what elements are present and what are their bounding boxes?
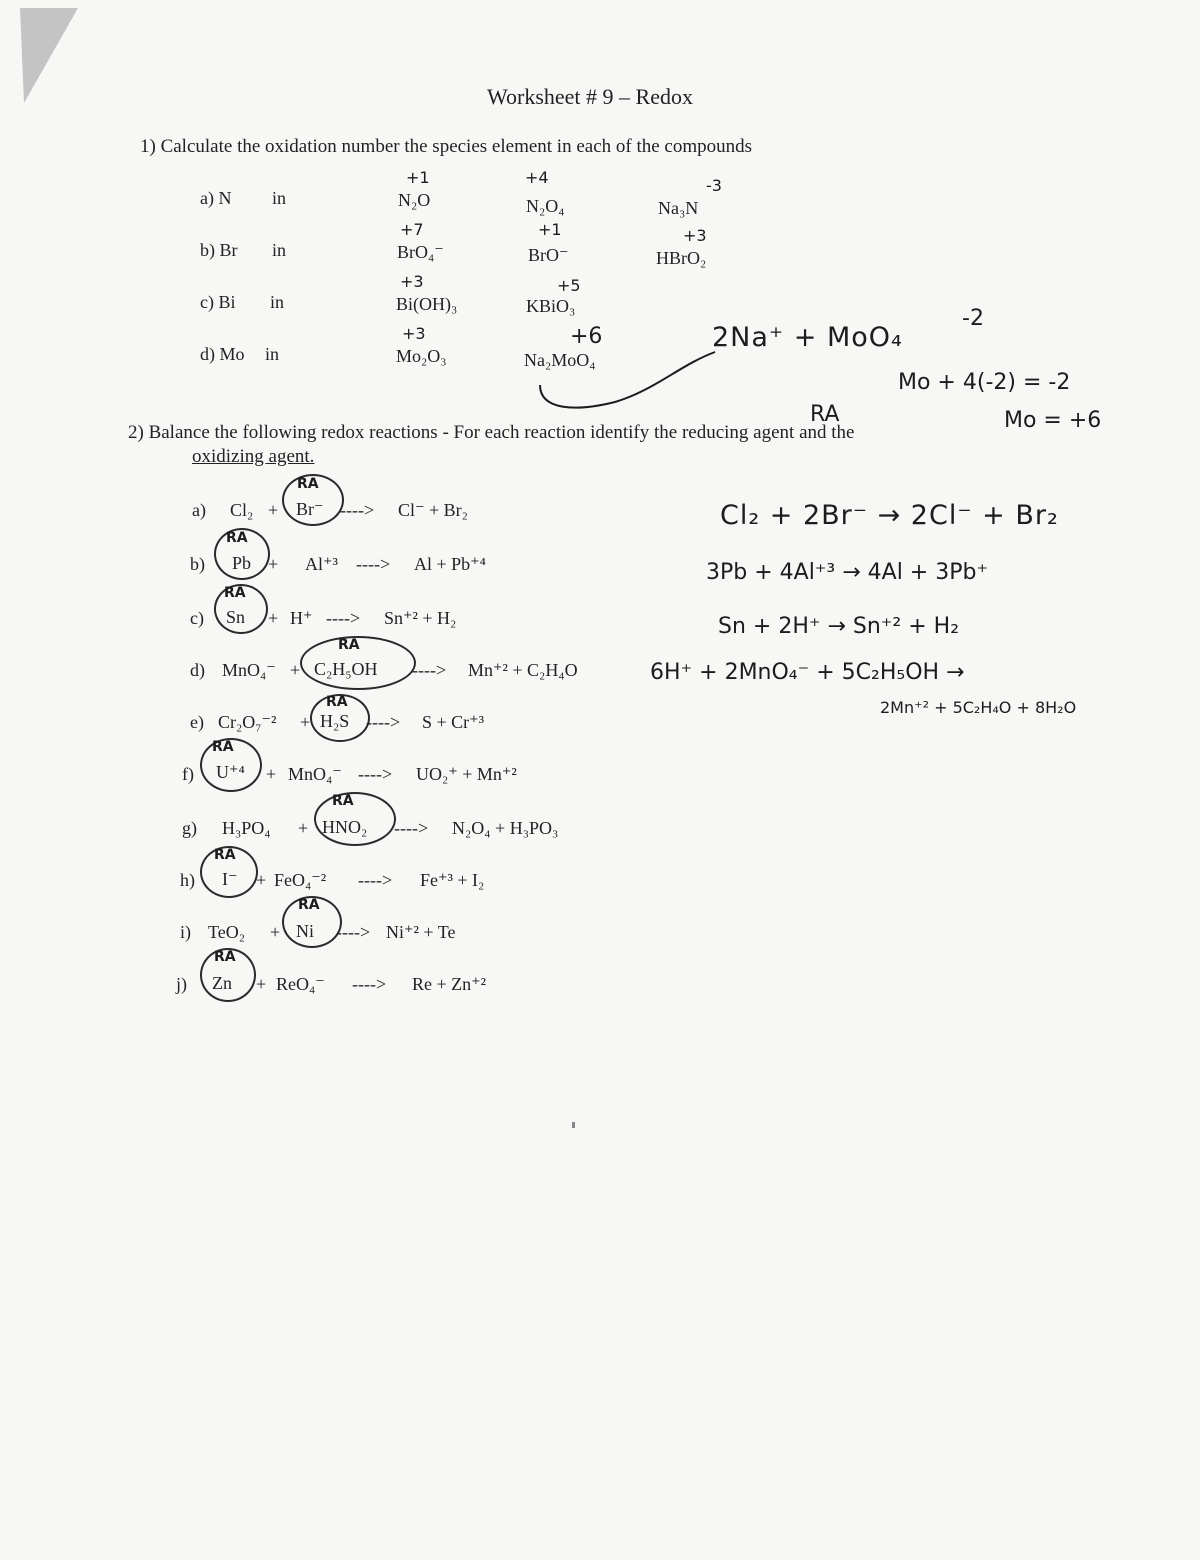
rxn-h-products: Fe⁺³ + I₂ [420, 870, 485, 890]
rxn-g-products: N₂O₄ + H₃PO₃ [452, 818, 559, 838]
rxn-i-products: Ni⁺² + Te [386, 922, 456, 942]
rxn-d-arrow: ----> [412, 660, 447, 680]
q1-row-a-in: in [272, 188, 287, 208]
rxn-a-arrow: ----> [340, 500, 375, 520]
q1-row-d-label: d) Mo [200, 344, 245, 364]
rxn-g-reactant2: HNO₂ [322, 817, 368, 837]
rxn-c-reactant1: Sn [226, 607, 246, 627]
answer-d-line2: 2Mn⁺² + 5C₂H₄O + 8H₂O [880, 698, 1077, 717]
rxn-a-plus: + [268, 500, 279, 520]
rxn-j-plus: + [256, 974, 267, 994]
q1-row-b-hw3: +3 [683, 226, 707, 245]
q1-row-c-hw2: +5 [557, 276, 581, 295]
rxn-d-reactant1: MnO₄⁻ [222, 660, 276, 680]
rxn-f-products: UO₂⁺ + Mn⁺² [416, 764, 517, 784]
rxn-f-ra-mark: RA [212, 739, 234, 755]
q1-row-b-c3: HBrO₂ [656, 248, 707, 268]
rxn-a-reactant1: Cl₂ [230, 500, 254, 520]
rxn-d-label: d) [190, 660, 205, 680]
q1-row-c-in: in [270, 292, 285, 312]
q1-row-a-c2: N₂O₄ [526, 196, 565, 216]
q1-row-b-hw2: +1 [538, 220, 562, 239]
scan-corner-mark [20, 8, 80, 108]
rxn-c-ra-mark: RA [224, 585, 246, 601]
rxn-i-label: i) [180, 922, 191, 942]
rxn-h-reactant1: I⁻ [222, 869, 238, 889]
rxn-h-label: h) [180, 870, 195, 890]
q1-row-a-label: a) N [200, 188, 232, 208]
q1-row-a-c1: N₂O [398, 190, 431, 210]
rxn-b-label: b) [190, 554, 205, 574]
q1-row-d-c1: Mo₂O₃ [396, 346, 447, 366]
rxn-e-products: S + Cr⁺³ [422, 712, 485, 732]
q1-row-b-label: b) Br [200, 240, 238, 260]
q2-prompt-cont: oxidizing agent. [192, 446, 315, 467]
rxn-j-ra-mark: RA [214, 949, 236, 965]
rxn-c-arrow: ----> [326, 608, 361, 628]
q1-row-d-hw2: +6 [570, 324, 603, 349]
q1-row-b-hw1: +7 [400, 220, 424, 239]
rxn-g-plus: + [298, 818, 309, 838]
rxn-b-plus: + [268, 554, 279, 574]
rxn-f-reactant1: U⁺⁴ [216, 762, 245, 782]
hand-drawn-connector [535, 340, 725, 415]
answer-a: Cl₂ + 2Br⁻ → 2Cl⁻ + Br₂ [720, 500, 1059, 531]
rxn-c-reactant2: H⁺ [290, 608, 313, 628]
rxn-d-products: Mn⁺² + C₂H₄O [468, 660, 578, 680]
rxn-c-products: Sn⁺² + H₂ [384, 608, 457, 628]
q1-row-b-c2: BrO⁻ [528, 245, 569, 265]
q1-row-d-in: in [265, 344, 280, 364]
rxn-e-plus: + [300, 712, 311, 732]
rxn-h-plus: + [256, 870, 267, 890]
q1-row-c-c1: Bi(OH)₃ [396, 294, 458, 314]
rxn-b-products: Al + Pb⁺⁴ [414, 554, 486, 574]
rxn-g-arrow: ----> [394, 818, 429, 838]
rxn-a-products: Cl⁻ + Br₂ [398, 500, 468, 520]
rxn-c-label: c) [190, 608, 204, 628]
rxn-f-plus: + [266, 764, 277, 784]
rxn-f-label: f) [182, 764, 194, 784]
rxn-e-reactant1: Cr₂O₇⁻² [218, 712, 277, 732]
q1-row-c-label: c) Bi [200, 292, 236, 312]
rxn-i-ra-mark: RA [298, 897, 320, 913]
rxn-i-arrow: ----> [336, 922, 371, 942]
q1-row-d-c2: Na₂MoO₄ [524, 350, 596, 370]
rxn-j-products: Re + Zn⁺² [412, 974, 487, 994]
q1-row-a-hw1: +1 [406, 168, 430, 187]
rxn-j-reactant1: Zn [212, 973, 232, 993]
page-title: Worksheet # 9 – Redox [487, 84, 693, 109]
rxn-f-reactant2: MnO₄⁻ [288, 764, 342, 784]
rxn-i-plus: + [270, 922, 281, 942]
q1-row-a-hw3: -3 [706, 176, 722, 195]
rxn-e-label: e) [190, 712, 204, 732]
rxn-e-arrow: ----> [366, 712, 401, 732]
rxn-b-arrow: ----> [356, 554, 391, 574]
q1-work-line1-sup: -2 [962, 306, 984, 331]
answer-b: 3Pb + 4Al⁺³ → 4Al + 3Pb⁺ [706, 560, 989, 585]
rxn-i-reactant1: TeO₂ [208, 922, 246, 942]
q1-prompt: 1) Calculate the oxidation number the species element in each of the compounds [140, 136, 753, 157]
rxn-j-arrow: ----> [352, 974, 387, 994]
scan-dot [572, 1122, 575, 1128]
q1-row-b-in: in [272, 240, 287, 260]
q1-work-ra: RA [810, 402, 840, 427]
q1-work-line3: Mo = +6 [1004, 408, 1102, 433]
q1-row-d-hw1: +3 [402, 324, 426, 343]
rxn-a-label: a) [192, 500, 206, 520]
rxn-i-reactant2: Ni [296, 921, 314, 941]
rxn-g-reactant1: H₃PO₄ [222, 818, 271, 838]
q1-row-b-c1: BrO₄⁻ [397, 242, 444, 262]
rxn-c-plus: + [268, 608, 279, 628]
rxn-j-reactant2: ReO₄⁻ [276, 974, 325, 994]
q1-work-line1: 2Na⁺ + MoO₄ [712, 322, 903, 353]
q1-row-a-hw2: +4 [525, 168, 549, 187]
rxn-f-arrow: ----> [358, 764, 393, 784]
q1-work-line2: Mo + 4(-2) = -2 [898, 370, 1071, 395]
rxn-h-ra-mark: RA [214, 847, 236, 863]
rxn-b-reactant1: Pb [232, 553, 252, 573]
rxn-d-reactant2: C₂H₅OH [314, 659, 378, 679]
rxn-e-reactant2: H₂S [320, 711, 350, 731]
q1-row-c-c2: KBiO₃ [526, 296, 576, 316]
q1-row-c-hw1: +3 [400, 272, 424, 291]
rxn-g-label: g) [182, 818, 197, 838]
rxn-a-reactant2: Br⁻ [296, 499, 324, 519]
rxn-h-reactant2: FeO₄⁻² [274, 870, 327, 890]
q1-row-a-c3: Na₃N [658, 198, 699, 218]
q2-prompt: 2) Balance the following redox reactions - For each reaction identify the reducing agent and the [128, 422, 855, 443]
rxn-d-ra-mark: RA [338, 637, 360, 653]
rxn-j-label: j) [176, 974, 187, 994]
rxn-d-plus: + [290, 660, 301, 680]
rxn-b-reactant2: Al⁺³ [305, 554, 338, 574]
rxn-g-ra-mark: RA [332, 793, 354, 809]
rxn-a-ra-mark: RA [297, 476, 319, 492]
answer-d-line1: 6H⁺ + 2MnO₄⁻ + 5C₂H₅OH → [650, 660, 965, 685]
answer-c: Sn + 2H⁺ → Sn⁺² + H₂ [718, 614, 960, 639]
rxn-b-ra-mark: RA [226, 530, 248, 546]
rxn-e-ra-mark: RA [326, 694, 348, 710]
rxn-h-arrow: ----> [358, 870, 393, 890]
